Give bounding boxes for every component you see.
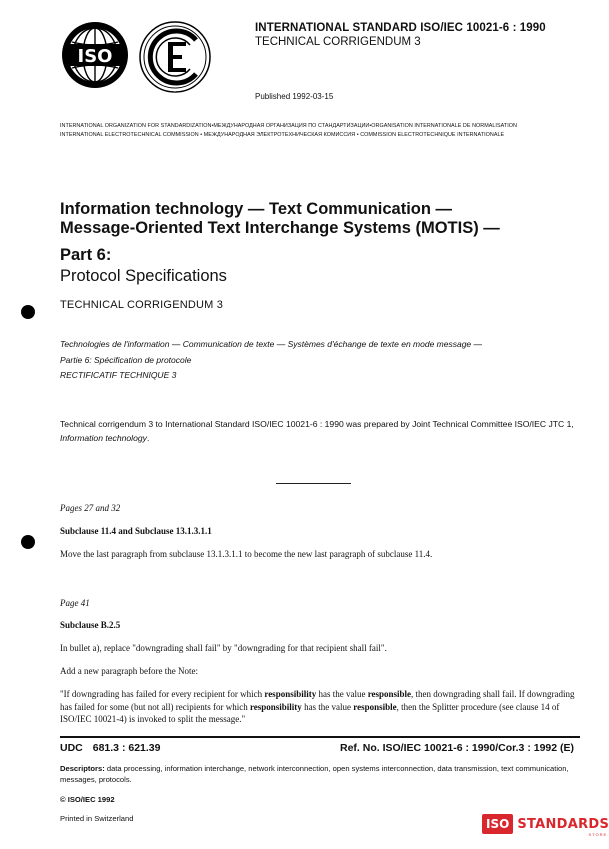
watermark-store-text: STORE — [588, 832, 608, 837]
section-subclause: Subclause B.2.5 — [60, 620, 121, 630]
section-paragraph: In bullet a), replace "downgrading shall fail" by "downgrading for that recipient shall fail". — [60, 643, 387, 653]
watermark-iso-mark: ISO — [482, 814, 513, 834]
corrigendum-title: TECHNICAL CORRIGENDUM 3 — [60, 299, 224, 311]
part-name: Protocol Specifications — [60, 267, 227, 285]
section-pages: Pages 27 and 32 — [60, 503, 121, 513]
iso-standards-watermark — [482, 812, 609, 836]
section-divider — [276, 483, 351, 484]
committee-name: Information technology — [60, 433, 147, 443]
descriptors: Descriptors: data processing, information interchange, network interconnection, open systems interconnection, data transmission, text communication, messages, protocols. — [60, 764, 569, 784]
footer-rule — [60, 736, 580, 738]
part-label: Part 6: — [60, 246, 112, 264]
document-title-line-2: Message-Oriented Text Interchange Systems (MOTIS) — — [60, 219, 500, 237]
udc-code: UDC 681.3 : 621.39 — [60, 742, 161, 754]
organization-line-iec: INTERNATIONAL ELECTROTECHNICAL COMMISSION • МЕЖДУНАРОДНАЯ ЭЛЕКТРОТЕХНИЧЕСКАЯ КОМИССИЯ • COMMISSION ELECTROTECHNIQUE INTERNATIONALE — [60, 132, 505, 138]
margin-bullet-mark — [21, 305, 35, 319]
watermark-standards-text: STANDARDS — [517, 816, 609, 832]
organization-line-iso: INTERNATIONAL ORGANIZATION FOR STANDARDIZATION•МЕЖДУНАРОДНАЯ ОРГАНИЗАЦИЯ ПО СТАНДАРТИЗАЦИИ•ORGANISATION INTERNATIONALE DE NORMALISATION — [60, 123, 517, 129]
published-date: Published 1992-03-15 — [255, 92, 334, 101]
iec-logo — [138, 20, 212, 94]
document-title-line-1: Information technology — Text Communication — — [60, 200, 453, 218]
section-paragraph: Add a new paragraph before the Note: — [60, 666, 198, 676]
svg-text:ISO: ISO — [77, 46, 113, 67]
svg-text:IEC: IEC — [174, 92, 176, 93]
copyright: © ISO/IEC 1992 — [60, 795, 115, 804]
standard-number: INTERNATIONAL STANDARD ISO/IEC 10021-6 : 1990 — [255, 22, 546, 34]
french-title-line-1: Technologies de l'information — Communication de texte — Systèmes d'échange de texte en mode message — — [60, 339, 483, 349]
section-paragraph: Move the last paragraph from subclause 13.1.3.1.1 to become the new last paragraph of subclause 11.4. — [60, 549, 433, 559]
reference-number: Ref. No. ISO/IEC 10021-6 : 1990/Cor.3 : 1992 (E) — [339, 742, 574, 754]
corrigendum-header: TECHNICAL CORRIGENDUM 3 — [255, 36, 421, 48]
intro-paragraph: Technical corrigendum 3 to International Standard ISO/IEC 10021-6 : 1990 was prepared by Joint Technical Committee ISO/IEC JTC 1, Information technology. — [60, 419, 574, 443]
section-pages: Page 41 — [60, 598, 90, 608]
margin-bullet-mark — [21, 535, 35, 549]
iso-logo — [60, 20, 130, 90]
french-title-line-3: RECTIFICATIF TECHNIQUE 3 — [60, 370, 177, 380]
french-title-line-2: Partie 6: Spécification de protocole — [60, 355, 192, 365]
printed-location: Printed in Switzerland — [60, 814, 134, 823]
quoted-paragraph: "If downgrading has failed for every recipient for which responsibility has the value responsible, then downgrading shall fail. If downgrading has failed for some (but not all) recipients for which responsibility has the value responsible, then the Splitter procedure (see clause 14 of ISO/IEC 10021-4) is invoked to split the message." — [60, 689, 575, 724]
section-subclause: Subclause 11.4 and Subclause 13.1.3.1.1 — [60, 526, 212, 536]
